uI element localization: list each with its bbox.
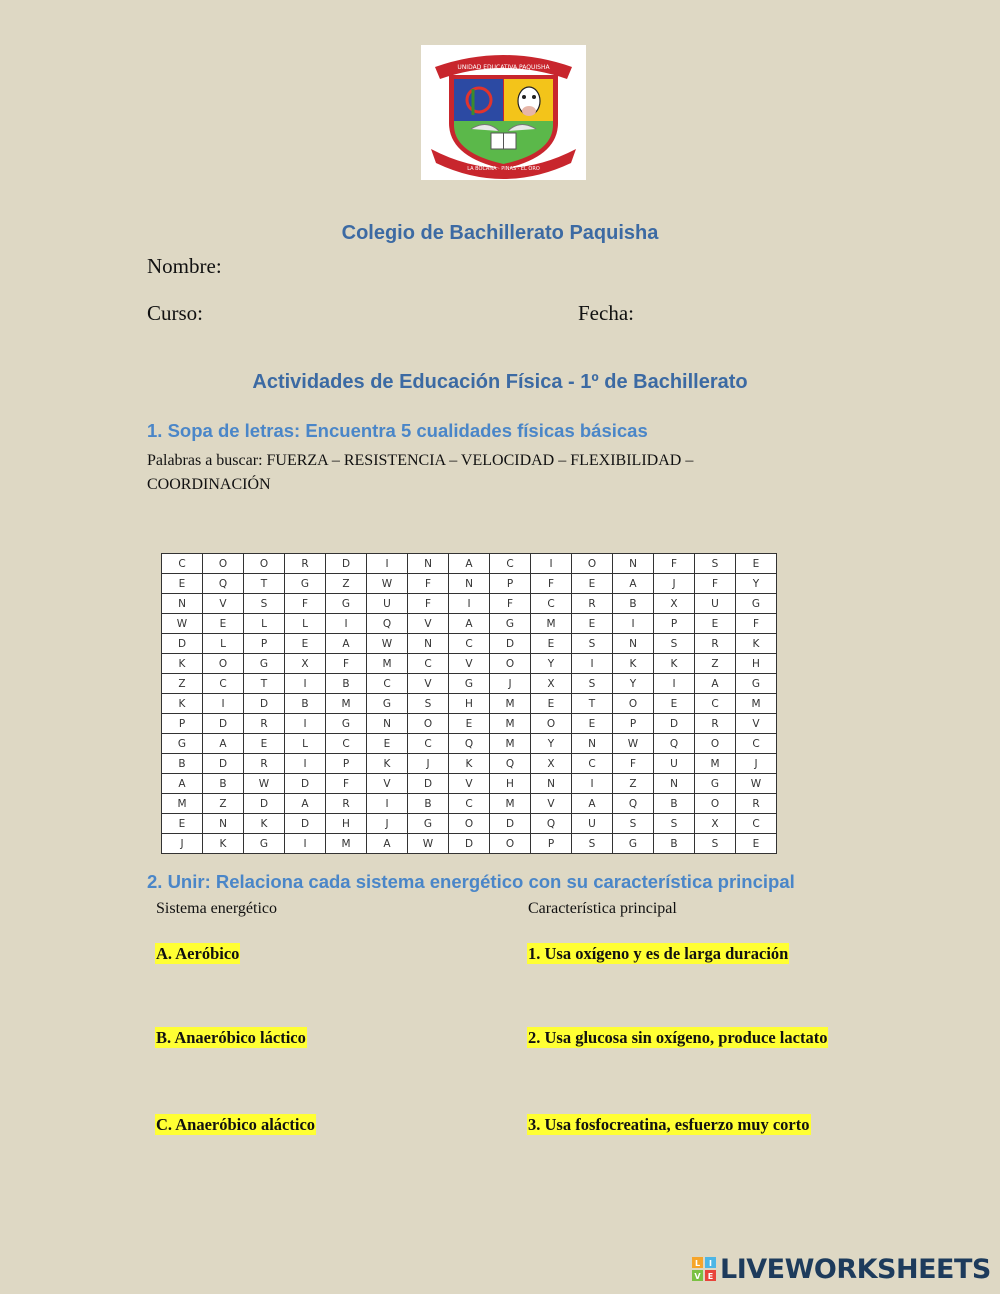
grid-cell[interactable]: U (695, 594, 736, 614)
section2-heading: 2. Unir: Relaciona cada sistema energético con su característica principal (147, 871, 795, 892)
grid-cell[interactable]: V (531, 794, 572, 814)
grid-cell[interactable]: K (244, 814, 285, 834)
liveworksheets-logo-icon (692, 1257, 716, 1281)
svg-text:L: L (694, 1259, 701, 1268)
grid-cell[interactable]: A (203, 734, 244, 754)
grid-cell[interactable]: E (572, 714, 613, 734)
grid-cell[interactable]: I (367, 554, 408, 574)
grid-cell[interactable]: O (408, 714, 449, 734)
grid-cell[interactable]: B (654, 794, 695, 814)
grid-cell[interactable]: D (490, 634, 531, 654)
grid-cell[interactable]: Q (531, 814, 572, 834)
grid-cell[interactable]: E (654, 694, 695, 714)
grid-row (162, 714, 777, 734)
grid-cell[interactable]: B (326, 674, 367, 694)
grid-cell[interactable]: E (162, 574, 203, 594)
grid-cell[interactable]: O (244, 554, 285, 574)
grid-cell[interactable]: N (408, 554, 449, 574)
grid-cell[interactable]: U (367, 594, 408, 614)
grid-cell[interactable]: P (613, 714, 654, 734)
grid-cell[interactable]: S (654, 634, 695, 654)
grid-cell[interactable]: A (449, 614, 490, 634)
grid-row (162, 794, 777, 814)
grid-cell[interactable]: D (285, 814, 326, 834)
grid-cell[interactable]: F (326, 654, 367, 674)
grid-cell[interactable]: E (736, 554, 777, 574)
grid-cell[interactable]: R (572, 594, 613, 614)
grid-cell[interactable]: N (613, 554, 654, 574)
grid-cell[interactable]: B (285, 694, 326, 714)
grid-cell[interactable]: G (285, 574, 326, 594)
grid-cell[interactable]: C (449, 634, 490, 654)
grid-cell[interactable]: D (490, 814, 531, 834)
crest-bottom-banner-text: LA BOCANA · PINAS · EL ORO (467, 166, 540, 172)
grid-cell[interactable]: F (695, 574, 736, 594)
grid-cell[interactable]: M (326, 834, 367, 854)
grid-cell[interactable]: C (736, 814, 777, 834)
grid-cell[interactable]: H (449, 694, 490, 714)
grid-cell[interactable]: D (244, 794, 285, 814)
grid-cell[interactable]: W (736, 774, 777, 794)
grid-cell[interactable]: T (244, 674, 285, 694)
grid-row (162, 734, 777, 754)
grid-row (162, 694, 777, 714)
grid-cell[interactable]: K (736, 634, 777, 654)
grid-cell[interactable]: G (162, 734, 203, 754)
section1-heading: 1. Sopa de letras: Encuentra 5 cualidades físicas básicas (147, 420, 648, 441)
grid-cell[interactable]: K (162, 654, 203, 674)
grid-cell[interactable]: B (613, 594, 654, 614)
grid-cell[interactable]: M (695, 754, 736, 774)
grid-cell[interactable]: F (490, 594, 531, 614)
grid-cell[interactable]: N (654, 774, 695, 794)
grid-cell[interactable]: R (244, 714, 285, 734)
grid-cell[interactable]: O (695, 734, 736, 754)
words-to-find: Palabras a buscar: FUERZA – RESISTENCIA – VELOCIDAD – FLEXIBILIDAD – COORDINACIÓN (147, 452, 694, 493)
grid-cell[interactable]: G (695, 774, 736, 794)
grid-cell[interactable]: S (408, 694, 449, 714)
grid-cell[interactable]: M (490, 794, 531, 814)
grid-cell[interactable]: S (572, 674, 613, 694)
grid-cell[interactable]: R (695, 634, 736, 654)
grid-cell[interactable]: J (367, 814, 408, 834)
grid-cell[interactable]: G (490, 614, 531, 634)
grid-cell[interactable]: J (654, 574, 695, 594)
grid-cell[interactable]: K (449, 754, 490, 774)
grid-row (162, 774, 777, 794)
svg-text:V: V (694, 1272, 701, 1281)
grid-cell[interactable]: X (531, 754, 572, 774)
curso-label: Curso: (147, 301, 204, 325)
grid-cell[interactable]: X (695, 814, 736, 834)
grid-cell[interactable]: L (285, 734, 326, 754)
grid-cell[interactable]: I (285, 674, 326, 694)
grid-cell[interactable]: M (162, 794, 203, 814)
grid-cell[interactable]: D (408, 774, 449, 794)
liveworksheets-brand-text: LIVEWORKSHEETS (720, 1253, 991, 1285)
grid-cell[interactable]: D (449, 834, 490, 854)
grid-cell[interactable]: O (449, 814, 490, 834)
grid-cell[interactable]: J (736, 754, 777, 774)
grid-cell[interactable]: I (449, 594, 490, 614)
grid-cell[interactable]: E (572, 574, 613, 594)
grid-cell[interactable]: G (736, 674, 777, 694)
grid-cell[interactable]: I (203, 694, 244, 714)
grid-cell[interactable]: S (695, 834, 736, 854)
grid-cell[interactable]: A (449, 554, 490, 574)
grid-cell[interactable]: L (285, 614, 326, 634)
grid-cell[interactable]: Z (695, 654, 736, 674)
grid-cell[interactable]: V (736, 714, 777, 734)
word-search-table[interactable] (161, 553, 777, 854)
grid-cell[interactable]: C (695, 694, 736, 714)
grid-cell[interactable]: O (695, 794, 736, 814)
grid-cell[interactable]: M (736, 694, 777, 714)
grid-cell[interactable]: E (531, 634, 572, 654)
grid-cell[interactable]: F (613, 754, 654, 774)
grid-cell[interactable]: G (326, 714, 367, 734)
grid-cell[interactable]: B (408, 794, 449, 814)
grid-cell[interactable]: T (572, 694, 613, 714)
grid-cell[interactable]: R (326, 794, 367, 814)
grid-cell[interactable]: Q (449, 734, 490, 754)
grid-cell[interactable]: O (203, 554, 244, 574)
grid-cell[interactable]: C (572, 754, 613, 774)
match-left-a[interactable]: A. Aeróbico (156, 944, 240, 963)
grid-cell[interactable]: N (531, 774, 572, 794)
grid-cell[interactable]: O (572, 554, 613, 574)
grid-cell[interactable]: D (326, 554, 367, 574)
grid-cell[interactable]: K (203, 834, 244, 854)
grid-cell[interactable]: M (490, 734, 531, 754)
grid-cell[interactable]: E (695, 614, 736, 634)
grid-cell[interactable]: O (613, 694, 654, 714)
grid-cell[interactable]: X (285, 654, 326, 674)
page-title: Actividades de Educación Física - 1º de Bachillerato (252, 371, 748, 393)
grid-cell[interactable]: H (326, 814, 367, 834)
grid-cell[interactable]: G (408, 814, 449, 834)
grid-cell[interactable]: I (654, 674, 695, 694)
grid-cell[interactable]: F (408, 574, 449, 594)
grid-row (162, 834, 777, 854)
grid-cell[interactable]: F (326, 774, 367, 794)
grid-cell[interactable]: O (531, 714, 572, 734)
grid-cell[interactable]: R (695, 714, 736, 734)
grid-cell[interactable]: W (244, 774, 285, 794)
grid-cell[interactable]: M (531, 614, 572, 634)
match-left-c[interactable]: C. Anaeróbico aláctico (156, 1115, 316, 1134)
grid-row (162, 574, 777, 594)
grid-cell[interactable]: F (531, 574, 572, 594)
grid-cell[interactable]: J (162, 834, 203, 854)
grid-cell[interactable]: I (326, 614, 367, 634)
grid-cell[interactable]: E (531, 694, 572, 714)
grid-cell[interactable]: P (531, 834, 572, 854)
grid-cell[interactable]: I (613, 614, 654, 634)
grid-cell[interactable]: E (736, 834, 777, 854)
grid-cell[interactable]: D (203, 714, 244, 734)
grid-cell[interactable]: R (736, 794, 777, 814)
grid-cell[interactable]: C (449, 794, 490, 814)
grid-cell[interactable]: A (326, 634, 367, 654)
grid-cell[interactable]: K (367, 754, 408, 774)
grid-cell[interactable]: N (572, 734, 613, 754)
grid-cell[interactable]: B (162, 754, 203, 774)
match-right-3[interactable]: 3. Usa fosfocreatina, esfuerzo muy corto (528, 1115, 810, 1134)
grid-row (162, 814, 777, 834)
liveworksheets-footer (692, 1254, 991, 1284)
grid-cell[interactable]: Z (613, 774, 654, 794)
grid-cell[interactable]: N (449, 574, 490, 594)
grid-cell[interactable]: H (490, 774, 531, 794)
grid-cell[interactable]: C (367, 674, 408, 694)
grid-cell[interactable]: L (203, 634, 244, 654)
grid-cell[interactable]: G (736, 594, 777, 614)
grid-cell[interactable]: U (654, 754, 695, 774)
grid-cell[interactable]: R (285, 554, 326, 574)
grid-cell[interactable]: D (162, 634, 203, 654)
grid-cell[interactable]: P (654, 614, 695, 634)
grid-cell[interactable]: F (736, 614, 777, 634)
grid-cell[interactable]: V (203, 594, 244, 614)
svg-text:I: I (709, 1259, 712, 1268)
grid-cell[interactable]: N (408, 634, 449, 654)
grid-cell[interactable]: I (531, 554, 572, 574)
grid-cell[interactable]: Q (613, 794, 654, 814)
grid-cell[interactable]: C (736, 734, 777, 754)
match-left-b[interactable]: B. Anaeróbico láctico (156, 1028, 306, 1047)
grid-cell[interactable]: A (162, 774, 203, 794)
grid-cell[interactable]: A (285, 794, 326, 814)
grid-cell[interactable]: D (203, 754, 244, 774)
grid-cell[interactable]: A (367, 834, 408, 854)
grid-cell[interactable]: V (449, 654, 490, 674)
grid-cell[interactable]: M (490, 714, 531, 734)
grid-cell[interactable]: Q (367, 614, 408, 634)
grid-cell[interactable]: K (654, 654, 695, 674)
grid-cell[interactable]: U (572, 814, 613, 834)
grid-cell[interactable]: C (490, 554, 531, 574)
fecha-label: Fecha: (578, 301, 634, 325)
grid-cell[interactable]: F (285, 594, 326, 614)
nombre-label: Nombre: (147, 254, 222, 278)
grid-row (162, 634, 777, 654)
grid-cell[interactable]: E (244, 734, 285, 754)
grid-cell[interactable]: W (408, 834, 449, 854)
grid-cell[interactable]: W (613, 734, 654, 754)
match-right-2[interactable]: 2. Usa glucosa sin oxígeno, produce lactato (528, 1028, 828, 1047)
grid-cell[interactable]: X (531, 674, 572, 694)
grid-cell[interactable]: J (408, 754, 449, 774)
grid-cell[interactable]: A (613, 574, 654, 594)
grid-cell[interactable]: N (162, 594, 203, 614)
grid-cell[interactable]: V (408, 674, 449, 694)
grid-cell[interactable]: Q (490, 754, 531, 774)
grid-cell[interactable]: I (285, 754, 326, 774)
grid-cell[interactable]: O (203, 654, 244, 674)
grid-cell[interactable]: W (162, 614, 203, 634)
grid-row (162, 594, 777, 614)
grid-cell[interactable]: V (449, 774, 490, 794)
grid-cell[interactable]: G (367, 694, 408, 714)
grid-cell[interactable]: F (654, 554, 695, 574)
grid-cell[interactable]: D (244, 694, 285, 714)
grid-row (162, 554, 777, 574)
grid-cell[interactable]: H (736, 654, 777, 674)
grid-cell[interactable]: Y (531, 734, 572, 754)
grid-cell[interactable]: C (531, 594, 572, 614)
grid-cell[interactable]: S (695, 554, 736, 574)
grid-cell[interactable]: E (203, 614, 244, 634)
grid-cell[interactable]: Z (326, 574, 367, 594)
grid-cell[interactable]: O (490, 654, 531, 674)
grid-cell[interactable]: E (285, 634, 326, 654)
grid-cell[interactable]: I (572, 774, 613, 794)
grid-cell[interactable]: X (654, 594, 695, 614)
grid-cell[interactable]: J (490, 674, 531, 694)
grid-cell[interactable]: S (244, 594, 285, 614)
grid-cell[interactable]: Q (203, 574, 244, 594)
grid-cell[interactable]: G (449, 674, 490, 694)
grid-cell[interactable]: V (367, 774, 408, 794)
grid-cell[interactable]: S (572, 634, 613, 654)
grid-cell[interactable]: V (408, 614, 449, 634)
grid-cell[interactable]: P (162, 714, 203, 734)
column-right-header: Característica principal (528, 900, 677, 917)
grid-cell[interactable]: G (613, 834, 654, 854)
grid-cell[interactable]: K (162, 694, 203, 714)
grid-cell[interactable]: D (654, 714, 695, 734)
grid-cell[interactable]: Z (203, 794, 244, 814)
grid-cell[interactable]: C (326, 734, 367, 754)
grid-cell[interactable]: D (285, 774, 326, 794)
grid-row (162, 674, 777, 694)
word-search-grid[interactable] (161, 553, 777, 854)
grid-row (162, 754, 777, 774)
school-crest-logo (421, 45, 586, 180)
grid-cell[interactable]: K (613, 654, 654, 674)
school-name: Colegio de Bachillerato Paquisha (341, 222, 659, 244)
grid-cell[interactable]: I (367, 794, 408, 814)
crest-top-banner-text: UNIDAD EDUCATIVA PAQUISHA (457, 64, 550, 71)
grid-cell[interactable]: W (367, 634, 408, 654)
grid-cell[interactable]: E (162, 814, 203, 834)
grid-row (162, 614, 777, 634)
grid-cell[interactable]: N (367, 714, 408, 734)
svg-text:E: E (707, 1272, 714, 1281)
grid-cell[interactable]: P (490, 574, 531, 594)
grid-cell[interactable]: R (244, 754, 285, 774)
grid-cell[interactable]: Y (613, 674, 654, 694)
grid-cell[interactable]: A (572, 794, 613, 814)
grid-cell[interactable]: S (572, 834, 613, 854)
grid-cell[interactable]: Z (162, 674, 203, 694)
grid-cell[interactable]: B (654, 834, 695, 854)
grid-cell[interactable]: N (203, 814, 244, 834)
grid-cell[interactable]: Y (736, 574, 777, 594)
grid-cell[interactable]: C (408, 654, 449, 674)
match-right-1[interactable]: 1. Usa oxígeno y es de larga duración (528, 944, 789, 963)
grid-cell[interactable]: M (367, 654, 408, 674)
grid-cell[interactable]: W (367, 574, 408, 594)
grid-cell[interactable]: G (244, 654, 285, 674)
grid-cell[interactable]: L (244, 614, 285, 634)
grid-row (162, 654, 777, 674)
grid-cell[interactable]: P (326, 754, 367, 774)
grid-cell[interactable]: C (408, 734, 449, 754)
grid-cell[interactable]: Y (531, 654, 572, 674)
grid-cell[interactable]: T (244, 574, 285, 594)
grid-cell[interactable]: C (203, 674, 244, 694)
grid-cell[interactable]: B (203, 774, 244, 794)
grid-cell[interactable]: G (326, 594, 367, 614)
grid-cell[interactable]: I (572, 654, 613, 674)
grid-cell[interactable]: E (449, 714, 490, 734)
grid-cell[interactable]: P (244, 634, 285, 654)
grid-cell[interactable]: A (695, 674, 736, 694)
grid-cell[interactable]: E (367, 734, 408, 754)
grid-cell[interactable]: E (572, 614, 613, 634)
column-left-header: Sistema energético (156, 900, 277, 917)
grid-cell[interactable]: G (244, 834, 285, 854)
grid-cell[interactable]: M (326, 694, 367, 714)
grid-cell[interactable]: S (613, 814, 654, 834)
grid-cell[interactable]: C (162, 554, 203, 574)
grid-cell[interactable]: O (490, 834, 531, 854)
grid-cell[interactable]: N (613, 634, 654, 654)
grid-cell[interactable]: I (285, 834, 326, 854)
grid-cell[interactable]: S (654, 814, 695, 834)
grid-cell[interactable]: Q (654, 734, 695, 754)
grid-cell[interactable]: M (490, 694, 531, 714)
grid-cell[interactable]: F (408, 594, 449, 614)
grid-cell[interactable]: I (285, 714, 326, 734)
